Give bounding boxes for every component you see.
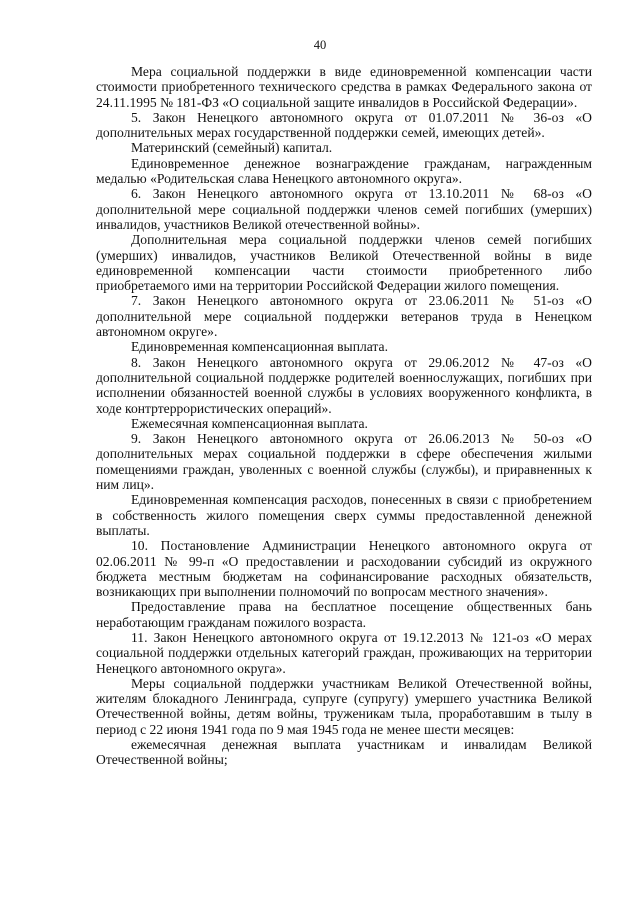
paragraph: ежемесячная денежная выплата участникам и инвалидам Великой Отечественной войны; [96,737,592,768]
paragraph: 10. Постановление Администрации Ненецкого автономного округа от 02.06.2011 № 99-п «О предоставлении и расходовании субсидий из окружного бюджета местным бюджетам на софинансирование расходных обязательств, возникающих при выполнении полномочий по вопросам местного значения». [96,538,592,600]
paragraph: 7. Закон Ненецкого автономного округа от 23.06.2011 № 51-оз «О дополнительной мере социальной поддержки ветеранов труда в Ненецком автономном округе». [96,293,592,340]
paragraph: 5. Закон Ненецкого автономного округа от 01.07.2011 № 36-оз «О дополнительных мерах государственной поддержки семей, имеющих детей». [96,109,592,141]
paragraph: Единовременное денежное вознаграждение гражданам, награжденным медалью «Родительская слава Ненецкого автономного округа». [96,155,592,187]
paragraph: Дополнительная мера социальной поддержки членов семей погибших (умерших) инвалидов, участников Великой Отечественной войны в виде единовременной компенсации части стоимости приобретенного либо приобретаемого ими на территории Российской Федерации жилого помещения. [96,232,592,294]
paragraph: Меры социальной поддержки участникам Великой Отечественной войны, жителям блокадного Ленинграда, супруге (супругу) умершего участника Великой Отечественной войны, детям войны, труженикам тыла, проработавшим в тылу в период с 22 июня 1941 года по 9 мая 1945 года не менее шести месяцев: [96,675,592,737]
paragraph: Единовременная компенсация расходов, понесенных в связи с приобретением в собственность жилого помещения сверх суммы предоставленной денежной выплаты. [96,492,592,538]
paragraph: 8. Закон Ненецкого автономного округа от 29.06.2012 № 47-оз «О дополнительной социальной поддержке родителей военнослужащих, погибших при исполнении обязанностей военной службы в условиях вооруженного конфликта, в ходе контртеррористических операций». [96,354,592,416]
paragraph: 11. Закон Ненецкого автономного округа от 19.12.2013 № 121-оз «О мерах социальной поддержки отдельных категорий граждан, проживающих на территории Ненецкого автономного округа». [96,629,592,676]
paragraph: 6. Закон Ненецкого автономного округа от 13.10.2011 № 68-оз «О дополнительной мере социальной поддержки членов семей погибших (умерших) инвалидов, участников Великой отечественной войны». [96,186,592,232]
paragraph: 9. Закон Ненецкого автономного округа от 26.06.2013 № 50-оз «О дополнительных мерах социальной поддержки в сфере обеспечения жилыми помещениями граждан, уволенных с военной службы (службы), и приравненных к ним лиц». [96,431,592,493]
paragraph: Единовременная компенсационная выплата. [131,339,388,355]
paragraph: Предоставление права на бесплатное посещение общественных бань неработающим гражданам пожилого возраста. [96,599,592,630]
page-number: 40 [313,38,327,52]
paragraph: Мера социальной поддержки в виде единовременной компенсации части стоимости приобретенного технического средства в рамках Федерального закона от 24.11.1995 № 181-ФЗ «О социальной защите инвалидов в Российской Федерации». [96,64,592,110]
paragraph: Ежемесячная компенсационная выплата. [131,415,368,431]
paragraph: Материнский (семейный) капитал. [131,140,333,156]
document-body [96,64,592,768]
